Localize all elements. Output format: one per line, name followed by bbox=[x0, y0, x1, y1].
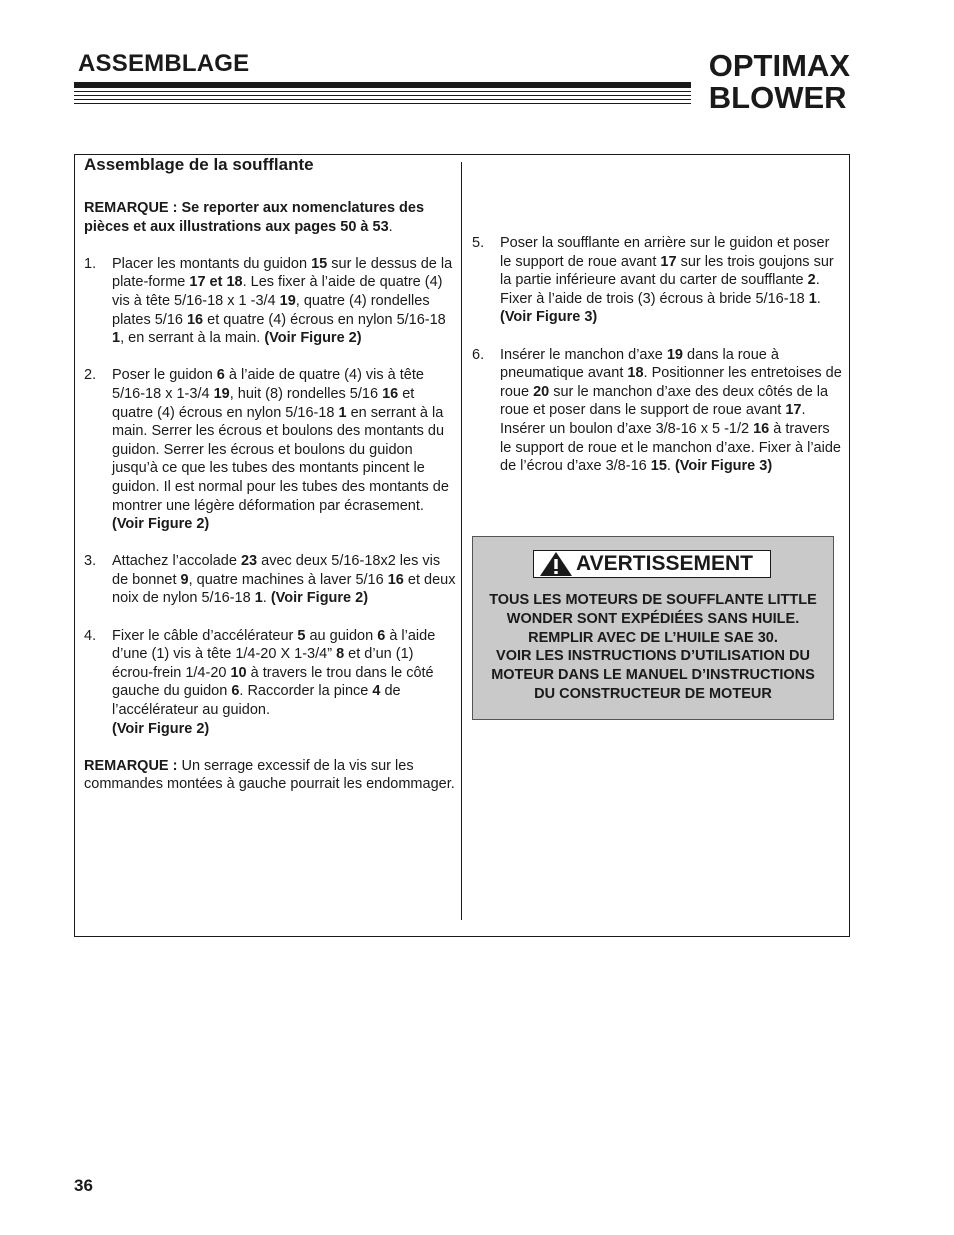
step-text: Attachez l’accolade bbox=[112, 553, 241, 570]
step-text: . Fixer à l’aide de trois (3) écrous à bride 5/16-18 bbox=[500, 272, 820, 307]
step-ref: 17 bbox=[785, 402, 802, 419]
reference-note-text: REMARQUE : Se reporter aux nomenclatures des pièces et aux illustrations aux pages 50 à 53 bbox=[84, 200, 425, 235]
step-ref: 9 bbox=[180, 571, 189, 588]
step-ref: (Voir Figure 2) bbox=[264, 330, 362, 347]
step-number: 4. bbox=[84, 627, 97, 644]
step-ref: 15 bbox=[650, 458, 667, 475]
steps-list-right bbox=[472, 234, 844, 476]
step-ref: 17 et 18 bbox=[189, 274, 243, 291]
step-ref: 1 bbox=[808, 290, 817, 307]
column-divider bbox=[461, 162, 462, 920]
step-ref: 16 bbox=[387, 571, 404, 588]
step-text: avec deux 5/16-18x2 les vis de bonnet bbox=[112, 553, 441, 588]
step-text: , quatre machines à laver 5/16 bbox=[188, 571, 388, 588]
step-ref: (Voir Figure 2) bbox=[270, 590, 369, 607]
step-text: et d’un (1) écrou-frein 1/4-20 bbox=[112, 646, 414, 681]
step-text: . bbox=[262, 590, 271, 607]
step-text: à l’aide de quatre (4) vis à tête 5/16-18 x 1-3/4 bbox=[112, 367, 424, 402]
step-text: , huit (8) rondelles 5/16 bbox=[229, 385, 383, 402]
step-item bbox=[84, 552, 456, 608]
step-ref: 16 bbox=[753, 420, 770, 437]
step-text: Poser le guidon bbox=[112, 367, 217, 384]
step-text: Fixer le câble d’accélérateur bbox=[112, 627, 298, 644]
step-ref: 15 bbox=[311, 255, 328, 272]
warning-line: VOIR LES INSTRUCTIONS D’UTILISATION DU bbox=[496, 648, 810, 665]
tightening-note bbox=[84, 757, 456, 794]
step-ref: 1 bbox=[338, 404, 347, 421]
step-text: sur le dessus de la plate-forme bbox=[112, 255, 453, 291]
step-text: de l’accélérateur au guidon. bbox=[112, 683, 401, 719]
section-heading: Assemblage de la soufflante bbox=[84, 155, 314, 174]
step-text: sur le manchon d’axe des deux côtés de la roue et poser dans le support de roue avant bbox=[500, 383, 829, 419]
warning-label bbox=[533, 550, 771, 578]
step-ref: 16 bbox=[382, 385, 399, 402]
step-item bbox=[472, 234, 844, 327]
step-text: , en serrant à la main. bbox=[120, 330, 265, 347]
step-ref: 8 bbox=[336, 646, 345, 663]
warning-line: WONDER SONT EXPÉDIÉES SANS HUILE. bbox=[506, 610, 800, 627]
step-ref: (Voir Figure 3) bbox=[674, 458, 773, 475]
step-item bbox=[84, 255, 456, 348]
step-text: et deux noix de nylon 5/16-18 bbox=[112, 571, 456, 607]
step-item bbox=[472, 346, 844, 476]
step-ref: (Voir Figure 3) bbox=[500, 309, 598, 326]
step-text: . Raccorder la pince bbox=[239, 683, 373, 700]
step-number: 3. bbox=[84, 553, 97, 570]
section-title: ASSEMBLAGE bbox=[78, 50, 250, 77]
step-text: . Positionner les entretoises de roue bbox=[500, 365, 842, 400]
step-text: dans la roue à pneumatique avant bbox=[500, 346, 779, 382]
step-text: . bbox=[816, 290, 821, 307]
step-text: Placer les montants du guidon bbox=[112, 255, 312, 272]
warning-box bbox=[472, 536, 834, 720]
left-column bbox=[84, 154, 456, 809]
step-ref: 16 bbox=[186, 311, 204, 328]
step-ref: 1 bbox=[254, 590, 263, 607]
step-text: sur les trois goujons sur la partie inférieure avant du carter de soufflante bbox=[500, 253, 834, 289]
step-text: et quatre (4) écrous en nylon 5/16-18 bbox=[203, 311, 446, 328]
step-text: à travers le support de roue et le manchon d’axe. Fixer à l’aide de l’écrou d’axe 3/8-16 bbox=[500, 420, 841, 475]
step-text: et quatre (4) écrous en nylon 5/16-18 bbox=[112, 385, 415, 421]
step-ref: (Voir Figure 2) bbox=[112, 720, 210, 737]
step-ref: 2 bbox=[807, 272, 816, 289]
step-ref: 19 bbox=[279, 292, 296, 309]
product-title bbox=[709, 50, 850, 114]
step-ref: 4 bbox=[372, 683, 381, 700]
step-ref: 20 bbox=[533, 383, 550, 400]
step-text: Insérer le manchon d’axe bbox=[500, 346, 667, 363]
step-ref: (Voir Figure 2) bbox=[112, 516, 210, 533]
page-number: 36 bbox=[74, 1176, 93, 1195]
step-ref: 19 bbox=[666, 346, 683, 363]
warning-text bbox=[473, 591, 833, 704]
warning-line: TOUS LES MOTEURS DE SOUFFLANTE LITTLE bbox=[489, 592, 817, 608]
step-number: 2. bbox=[84, 367, 97, 384]
step-text: . Insérer un boulon d’axe 3/8-16 x 5 -1/2 bbox=[500, 402, 806, 437]
step-ref: 6 bbox=[377, 627, 386, 644]
tightening-note-label: REMARQUE : bbox=[84, 757, 178, 774]
step-text: à l’aide d’une (1) vis à tête 1/4-20 X 1-3/4” bbox=[112, 627, 436, 663]
tightening-note-text: Un serrage excessif de la vis sur les commandes montées à gauche pourrait les endommager. bbox=[84, 757, 455, 793]
product-title-line1: OPTIMAX bbox=[708, 48, 850, 83]
step-text: Poser la soufflante en arrière sur le guidon et poser le support de roue avant bbox=[500, 235, 830, 270]
step-number: 5. bbox=[472, 235, 485, 251]
step-ref: 23 bbox=[240, 553, 258, 570]
step-ref: 6 bbox=[216, 367, 225, 384]
step-number: 1. bbox=[84, 255, 97, 272]
step-text: . bbox=[666, 458, 675, 475]
warning-triangle-icon bbox=[539, 551, 573, 577]
header-rules bbox=[74, 82, 691, 107]
step-ref: 5 bbox=[297, 627, 306, 644]
warning-word: AVERTISSEMENT bbox=[576, 552, 753, 575]
steps-list-left bbox=[84, 255, 456, 738]
warning-line: REMPLIR AVEC DE L’HUILE SAE 30. bbox=[528, 629, 778, 646]
step-text: . Les fixer à l’aide de quatre (4) vis à tête 5/16-18 x 1 -3/4 bbox=[112, 274, 443, 309]
step-ref: 6 bbox=[231, 683, 240, 700]
step-ref: 17 bbox=[660, 253, 677, 270]
step-item bbox=[84, 366, 456, 533]
step-text: au guidon bbox=[305, 627, 378, 644]
step-text: en serrant à la main. Serrer les écrous et boulons des montants du guidon. Serrer les écrous et boulons du guidon jusqu’à ce que les tubes des montants pincent le guidon. Il est normal pour les tubes des montants de montrer une légère déformation par écrasement. bbox=[112, 404, 449, 514]
step-ref: 10 bbox=[230, 664, 247, 681]
step-ref: 19 bbox=[213, 385, 230, 402]
step-text: , quatre (4) rondelles plates 5/16 bbox=[112, 292, 430, 328]
step-ref: 18 bbox=[627, 365, 644, 382]
reference-note bbox=[84, 199, 456, 236]
reference-note-end: . bbox=[388, 218, 393, 235]
warning-line: DU CONSTRUCTEUR DE MOTEUR bbox=[534, 685, 772, 702]
right-column bbox=[472, 234, 844, 476]
step-ref: 1 bbox=[112, 330, 121, 347]
step-item bbox=[84, 627, 456, 739]
product-title-line2: BLOWER bbox=[708, 80, 847, 115]
step-number: 6. bbox=[472, 346, 485, 363]
warning-line: MOTEUR DANS LE MANUEL D’INSTRUCTIONS bbox=[491, 667, 815, 684]
step-text: à travers le trou dans le côté gauche du guidon bbox=[112, 664, 434, 700]
